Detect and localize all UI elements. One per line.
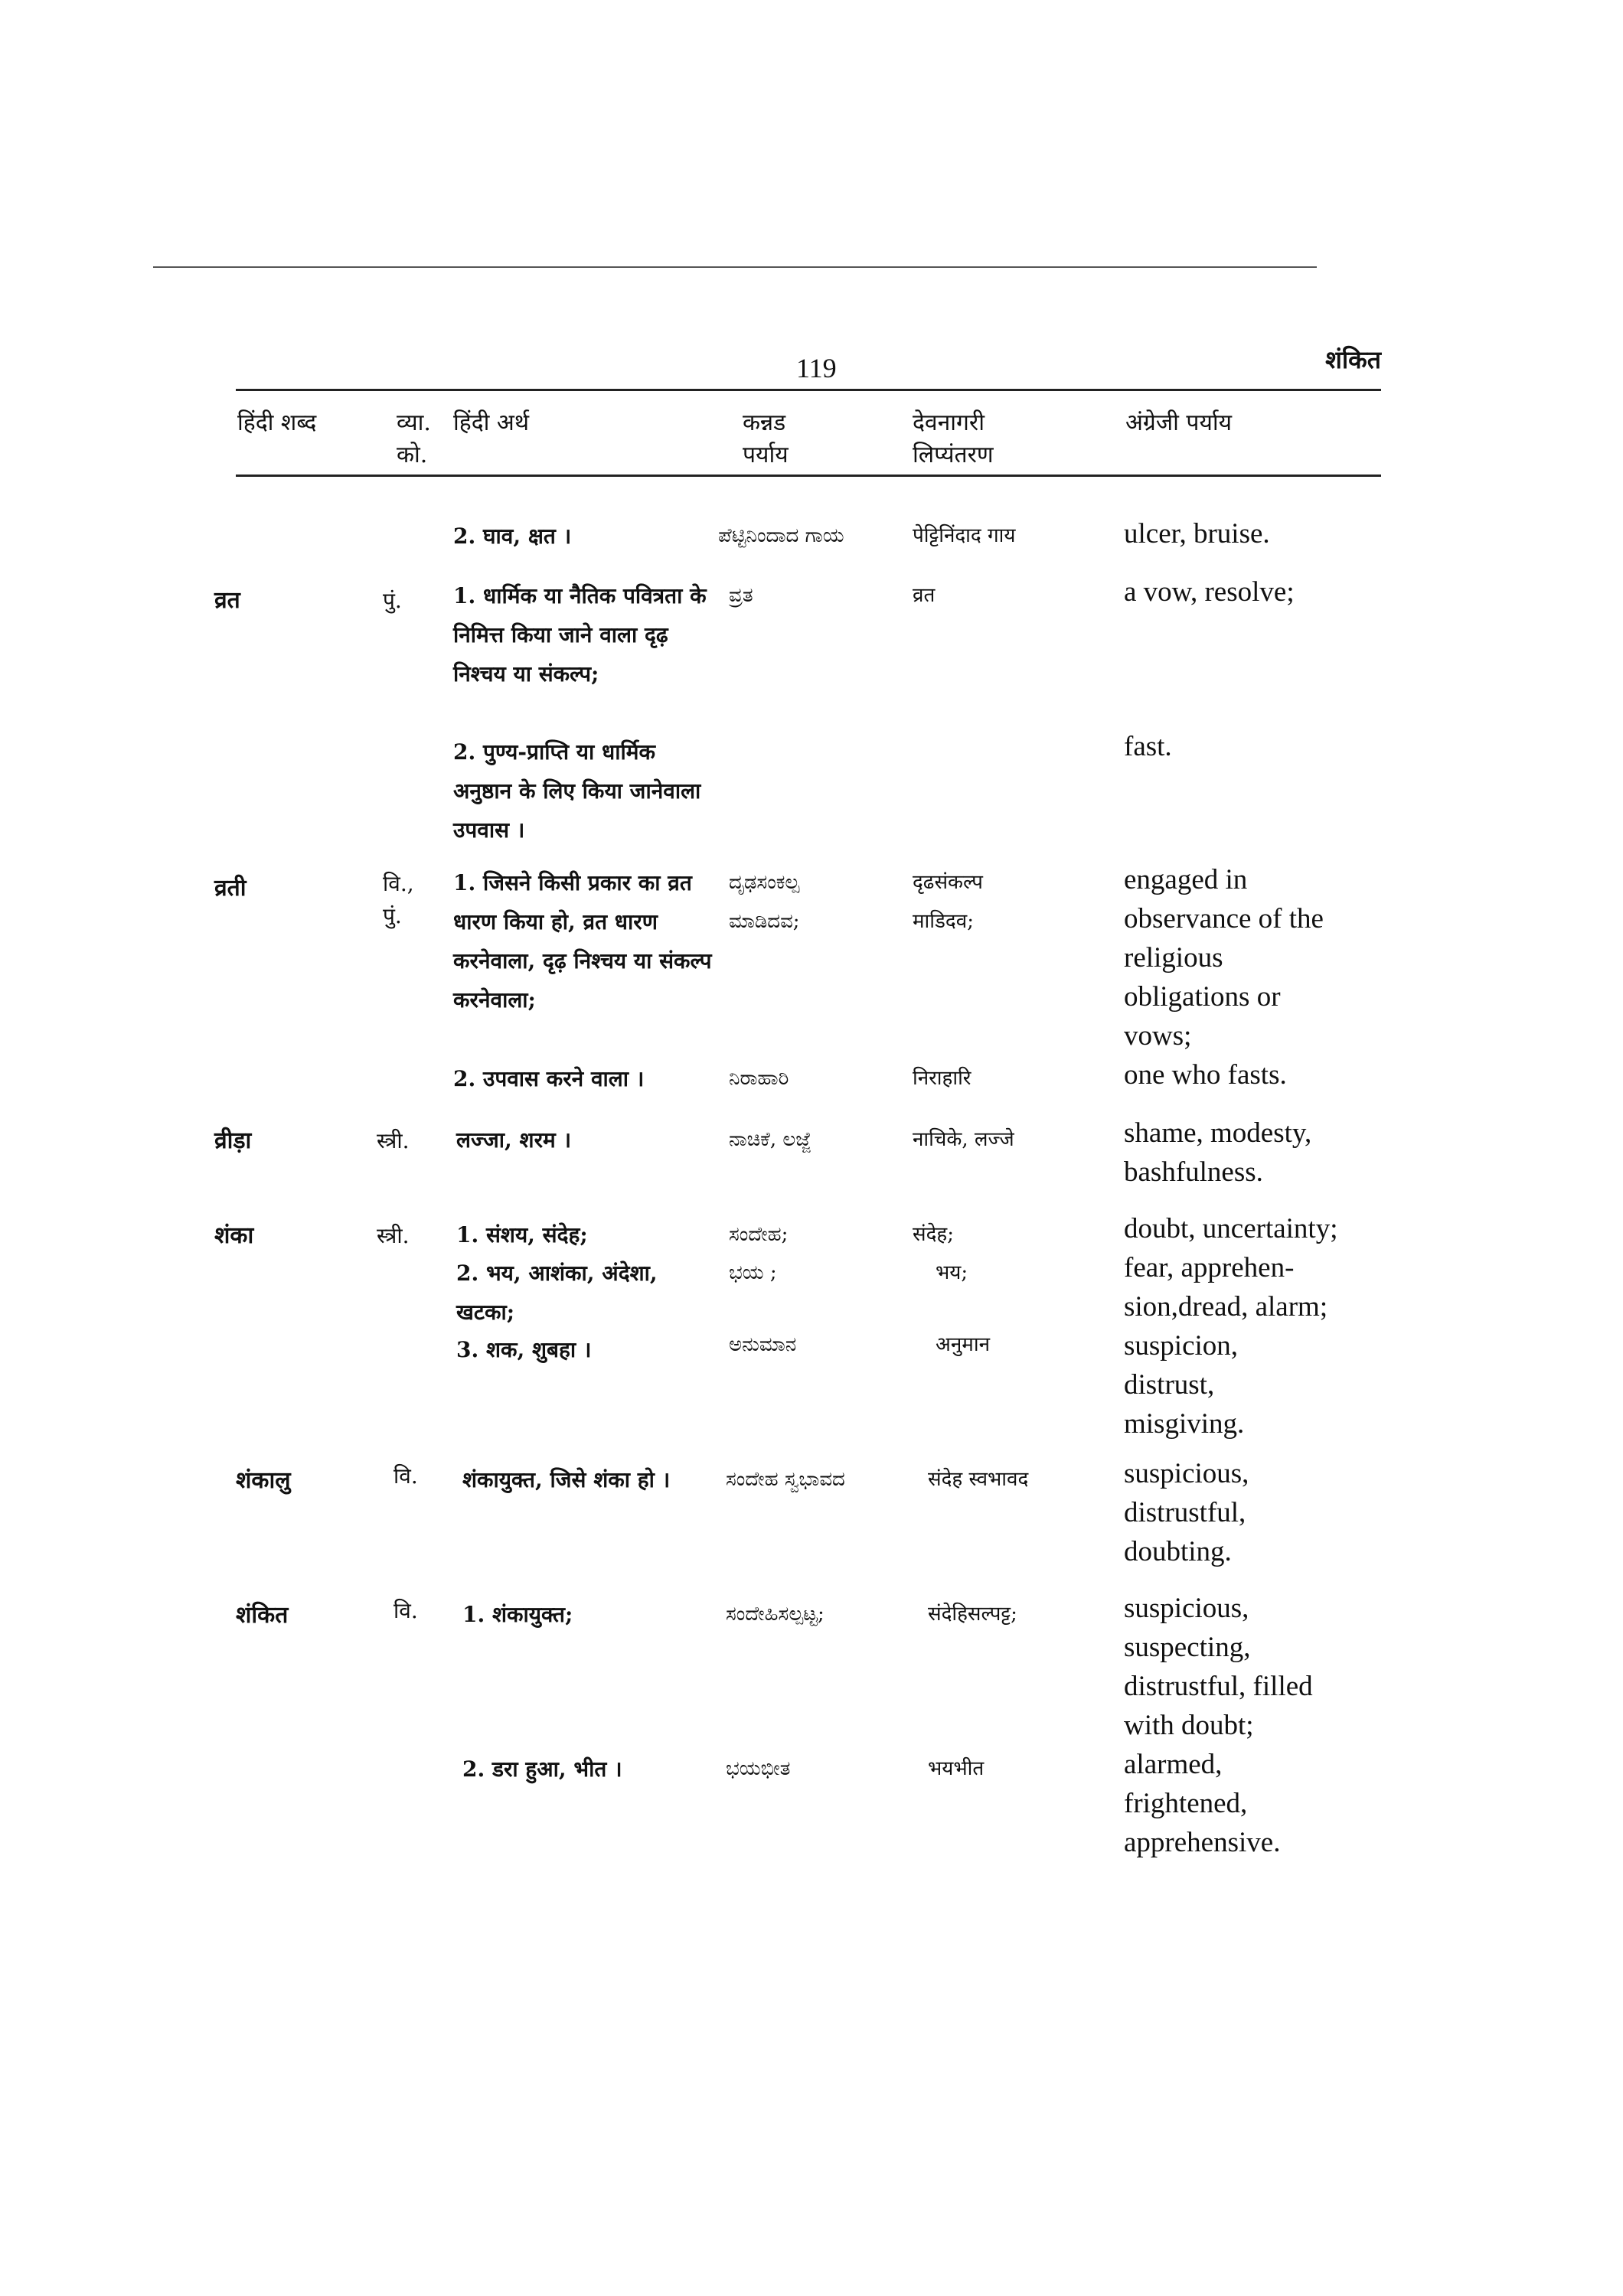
hindi-meaning: 1. शंकायुक्त; <box>462 1602 573 1627</box>
kannada-synonym: ವ್ರತ <box>729 584 753 607</box>
english-synonym: one who fasts. <box>1124 1059 1287 1091</box>
hindi-meaning: 2. उपवास करने वाला । <box>453 1066 645 1091</box>
headword: शंकित <box>236 1602 289 1629</box>
english-synonym: engaged in observance of the religious obligations or vows; <box>1124 864 1324 1052</box>
kannada-synonym: ಸಂದೇಹ; <box>729 1223 789 1246</box>
devanagari-transliteration: भय; <box>936 1261 968 1284</box>
hindi-meaning: 1. जिसने किसी प्रकार का व्रत धारण किया हो, व्रत धारण करनेवाला, दृढ़ निश्चय या संकल्प करनेवाला; <box>453 870 712 1013</box>
english-synonym: alarmed, frightened, apprehensive. <box>1124 1749 1281 1858</box>
devanagari-transliteration: भयभीत <box>928 1757 985 1780</box>
devanagari-transliteration: व्रत <box>913 584 936 607</box>
english-synonym: doubt, uncertainty; <box>1124 1213 1338 1244</box>
kannada-synonym: ಭಯ ; <box>729 1261 777 1284</box>
grammar-label: स्त्री. <box>377 1128 410 1153</box>
page-number: 119 <box>796 353 837 383</box>
headword: व्रती <box>214 875 247 902</box>
hindi-meaning: 2. पुण्य-प्राप्ति या धार्मिक अनुष्ठान के लिए किया जानेवाला उपवास । <box>453 739 701 843</box>
kannada-synonym: ನಿರಾಹಾರಿ <box>729 1067 789 1090</box>
hindi-meaning: 1. संशय, संदेह; <box>456 1222 588 1247</box>
grammar-label: वि., पुं. <box>383 871 414 928</box>
hindi-meaning: शंकायुक्त, जिसे शंका हो । <box>462 1467 671 1492</box>
kannada-synonym: ಅನುಮಾನ <box>729 1333 797 1356</box>
devanagari-transliteration: अनुमान <box>936 1333 991 1356</box>
kannada-synonym: ಸಂದೇಹಿಸಲ್ಪಟ್ಟ; <box>726 1603 825 1626</box>
english-synonym: suspicious, distrustful, doubting. <box>1124 1458 1249 1567</box>
headword: व्रीड़ा <box>214 1127 252 1154</box>
col-header-grammar: व्या. को. <box>397 409 431 468</box>
devanagari-transliteration: दृढसंकल्प माडिदव; <box>913 871 983 933</box>
english-synonym: ulcer, bruise. <box>1124 518 1270 550</box>
col-header-hindi-meaning: हिंदी अर्थ <box>453 409 530 436</box>
col-header-english: अंग्रेजी पर्याय <box>1125 409 1233 436</box>
hindi-meaning: लज्जा, शरम । <box>456 1127 572 1153</box>
english-synonym: shame, modesty, bashfulness. <box>1124 1117 1312 1188</box>
hindi-meaning: 1. धार्मिक या नैतिक पवित्रता के निमित्त किया जाने वाला दृढ़ निश्चय या संकल्प; <box>453 583 707 687</box>
headword: शंका <box>214 1222 254 1249</box>
kannada-synonym: ಪೆಟ್ಟಿನಿಂದಾದ ಗಾಯ <box>718 524 844 547</box>
hindi-meaning: 2. भय, आशंका, अंदेशा, खटका; <box>456 1261 658 1325</box>
kannada-synonym: ದೃಢಸಂಕಲ್ಪ ಮಾಡಿದವ; <box>729 871 800 933</box>
col-header-devanagari: देवनागरी लिप्यंतरण <box>913 409 994 468</box>
devanagari-transliteration: निराहारि <box>913 1067 972 1090</box>
devanagari-transliteration: नाचिके, लज्जे <box>913 1128 1014 1151</box>
headword: शंकालु <box>236 1467 291 1494</box>
col-header-hindi-word: हिंदी शब्द <box>237 409 317 436</box>
hindi-meaning: 2. डरा हुआ, भीत । <box>462 1756 622 1782</box>
grammar-label: स्त्री. <box>377 1223 410 1248</box>
grammar-label: वि. <box>394 1463 418 1489</box>
grammar-label: पुं. <box>383 588 402 613</box>
devanagari-transliteration: संदेह; <box>913 1223 954 1246</box>
hindi-meaning: 2. घाव, क्षत । <box>453 523 572 549</box>
grammar-label: वि. <box>394 1598 418 1623</box>
english-synonym: a vow, resolve; <box>1124 576 1295 608</box>
devanagari-transliteration: पेट्टिनिंदाद गाय <box>913 524 1016 547</box>
devanagari-transliteration: संदेहिसल्पट्ट; <box>928 1603 1017 1626</box>
kannada-synonym: ಸಂದೇಹ ಸ್ವಭಾವದ <box>726 1468 845 1491</box>
headword: व्रत <box>214 587 240 614</box>
top-rule <box>153 266 1317 268</box>
running-head: शंकित <box>1325 345 1381 374</box>
hindi-meaning: 3. शक, शुबहा । <box>456 1337 592 1362</box>
kannada-synonym: ನಾಚಿಕೆ, ಲಜ್ಜೆ <box>729 1128 812 1151</box>
english-synonym: suspicion, distrust, misgiving. <box>1124 1330 1245 1440</box>
english-synonym: fear, apprehen- sion,dread, alarm; <box>1124 1252 1328 1322</box>
col-header-kannada: कन्नड पर्याय <box>743 409 789 468</box>
header-rule-bottom <box>236 475 1381 477</box>
header-rule-top <box>236 389 1381 391</box>
devanagari-transliteration: संदेह स्वभावद <box>928 1468 1029 1491</box>
kannada-synonym: ಭಯಭೀತ <box>726 1757 791 1780</box>
english-synonym: fast. <box>1124 731 1172 762</box>
english-synonym: suspicious, suspecting, distrustful, filled with doubt; <box>1124 1593 1313 1741</box>
